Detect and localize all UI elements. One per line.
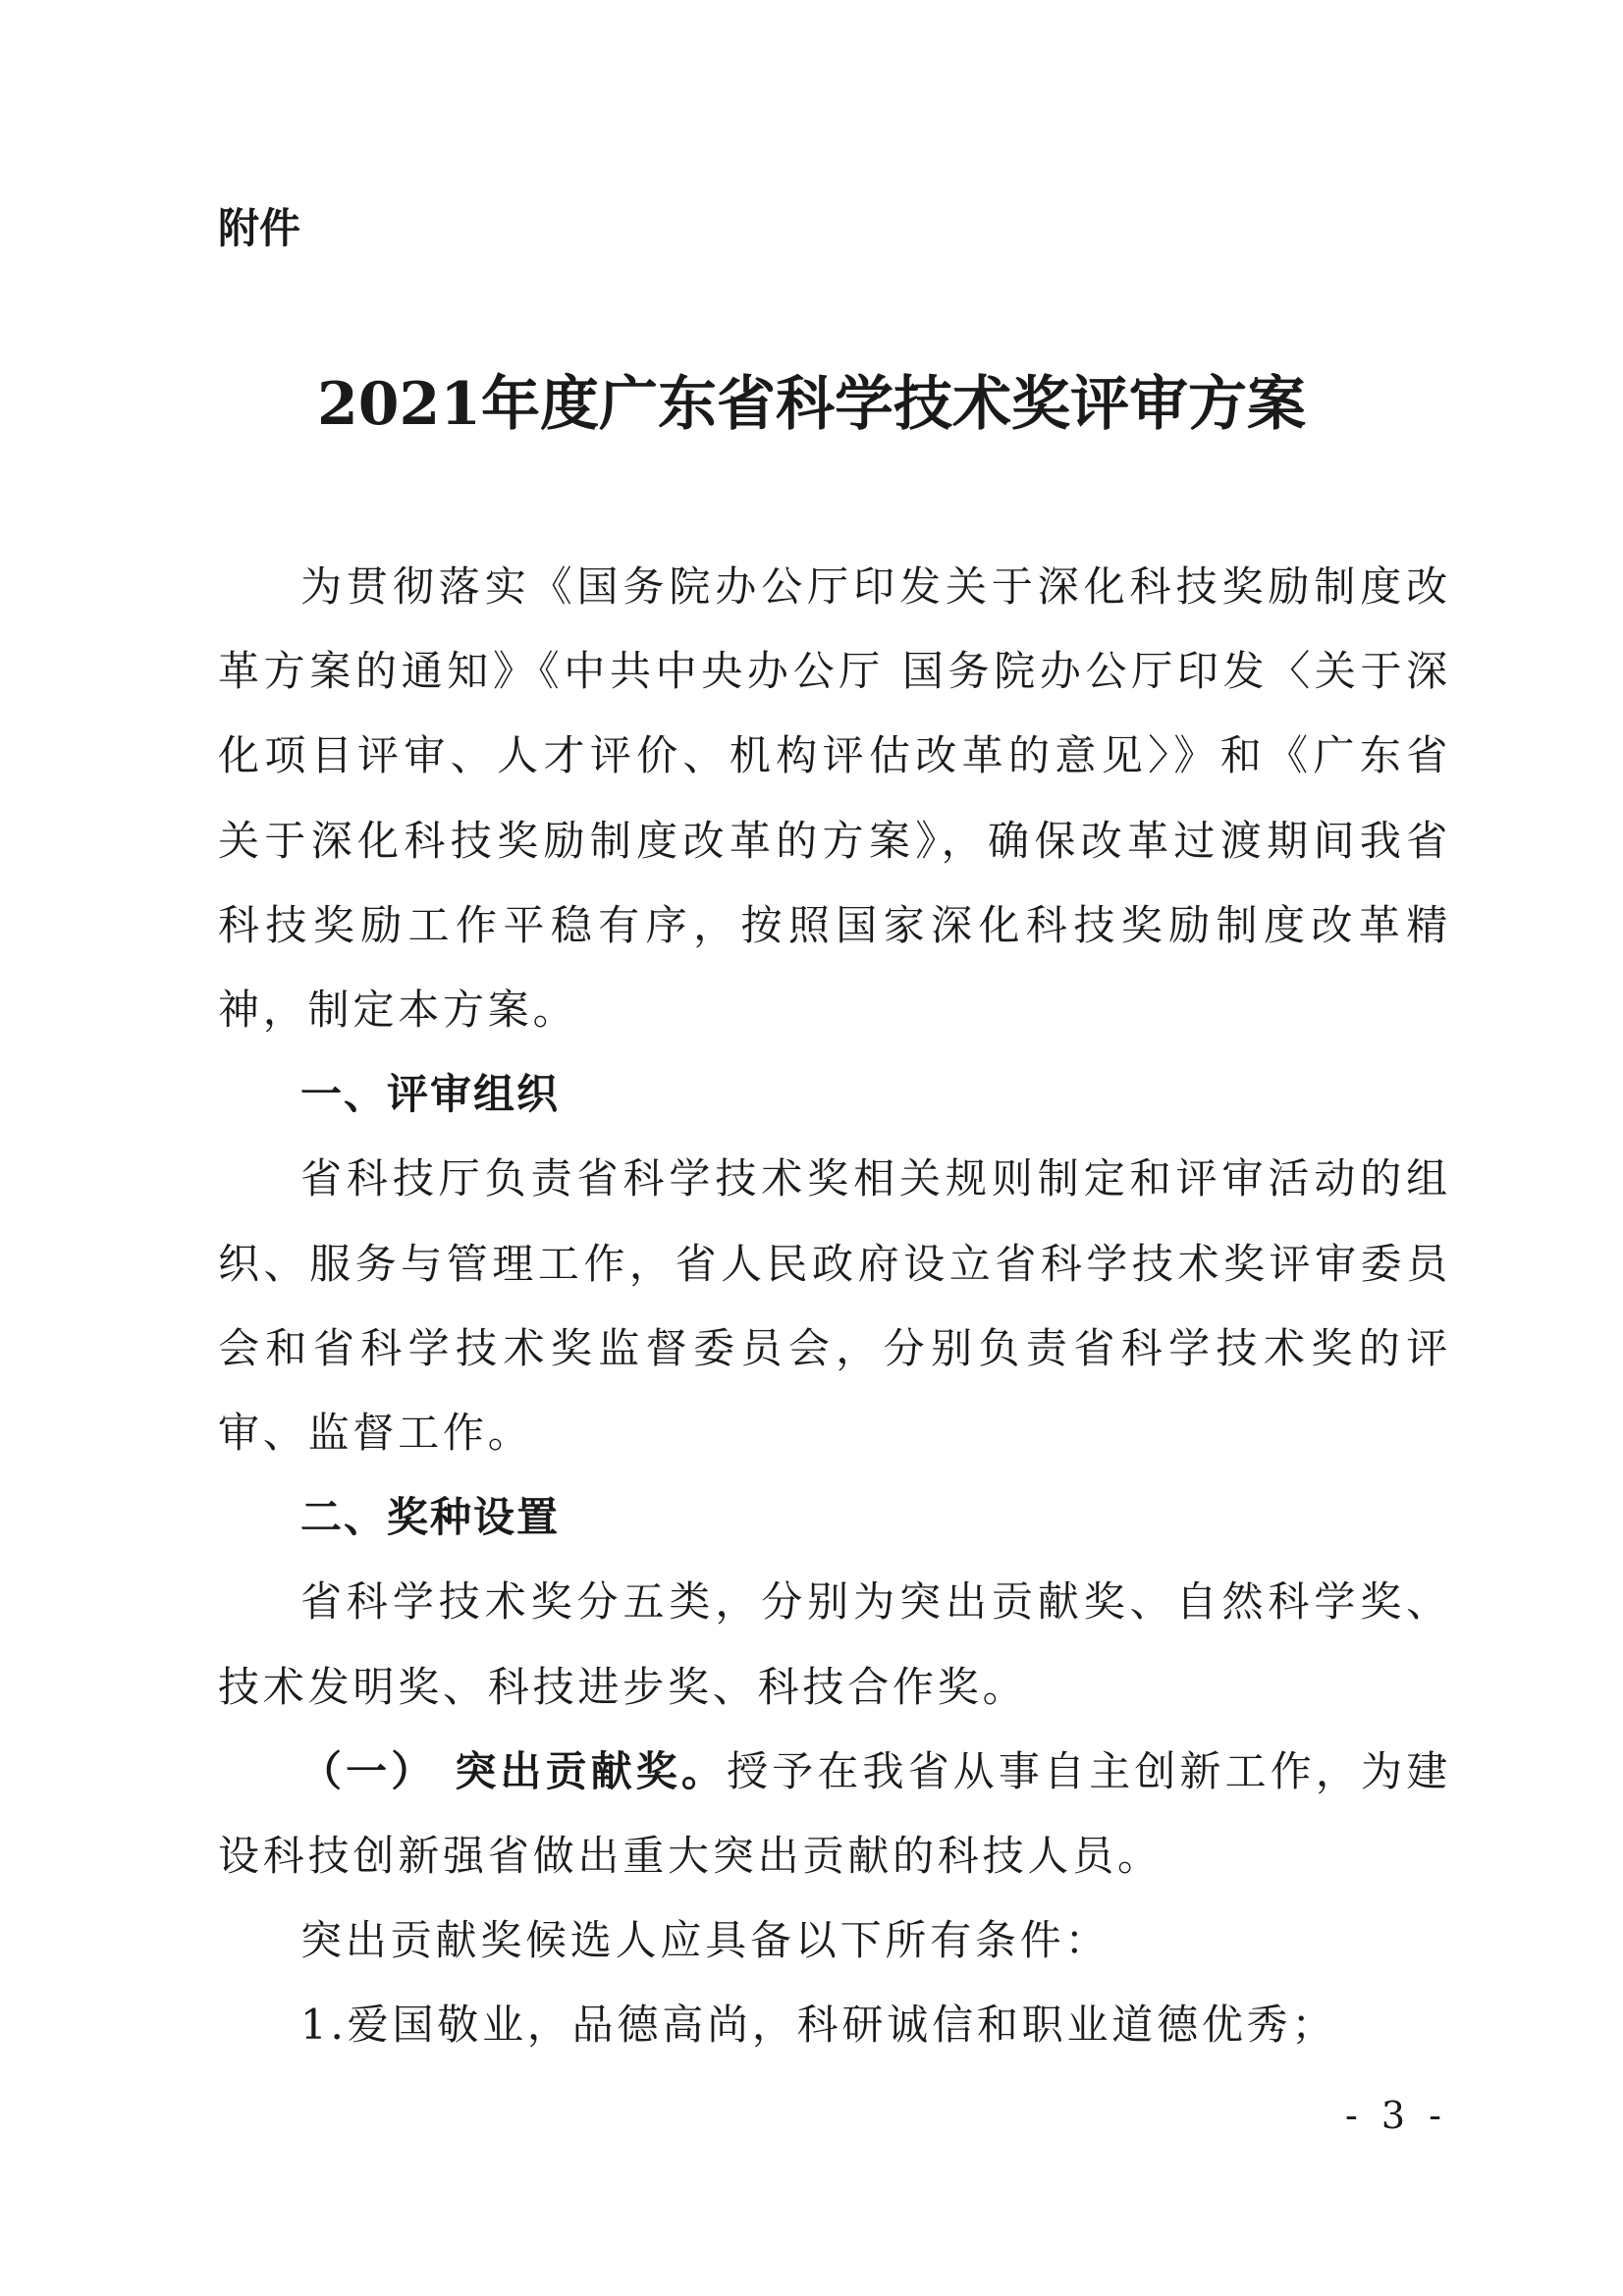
attachment-label: 附件 xyxy=(218,204,301,252)
conditions-intro: 突出贡献奖候选人应具备以下所有条件： xyxy=(300,1916,1110,1965)
section-paragraph-review-organization: 省科技厅负责省科学技术奖相关规则制定和评审活动的组织、服务与管理工作，省人民政府设立省科学技术奖评审委员会和省科学技术奖监督委员会，分别负责省科学技术奖的评审、监督工作。 xyxy=(218,1154,1451,1458)
section-paragraph-award-categories: 省科学技术奖分五类，分别为突出贡献奖、自然科学奖、技术发明奖、科技进步奖、科技合作奖。 xyxy=(218,1577,1451,1711)
document-title: 2021年度广东省科学技术奖评审方案 xyxy=(317,370,1306,439)
document-body xyxy=(218,545,1451,2068)
page-number: - 3 - xyxy=(1345,2094,1448,2137)
item-label-outstanding-contribution: （一） 突出贡献奖。 xyxy=(300,1746,728,1795)
section-heading-award-categories: 二、奖种设置 xyxy=(300,1493,561,1542)
intro-paragraph: 为贯彻落实《国务院办公厅印发关于深化科技奖励制度改革方案的通知》《中共中央办公厅 国务院办公厅印发〈关于深化项目评审、人才评价、机构评估改革的意见〉》和《广东省关于深化科技奖励制度改革的方案》，确保改革过渡期间我省科技奖励工作平稳有序，按照国家深化科技奖励制度改革精神，制定本方案。 xyxy=(218,562,1451,1035)
item-text-outstanding-contribution: 授予在我省从事自主创新工作，为建设科技创新强省做出重大突出贡献的科技人员。 xyxy=(218,1746,1452,1881)
condition-item-1: 1.爱国敬业，品德高尚，科研诚信和职业道德优秀； xyxy=(300,2001,1337,2050)
item-paragraph-outstanding-contribution xyxy=(218,1730,1451,1898)
section-heading-review-organization: 一、评审组织 xyxy=(300,1070,561,1119)
